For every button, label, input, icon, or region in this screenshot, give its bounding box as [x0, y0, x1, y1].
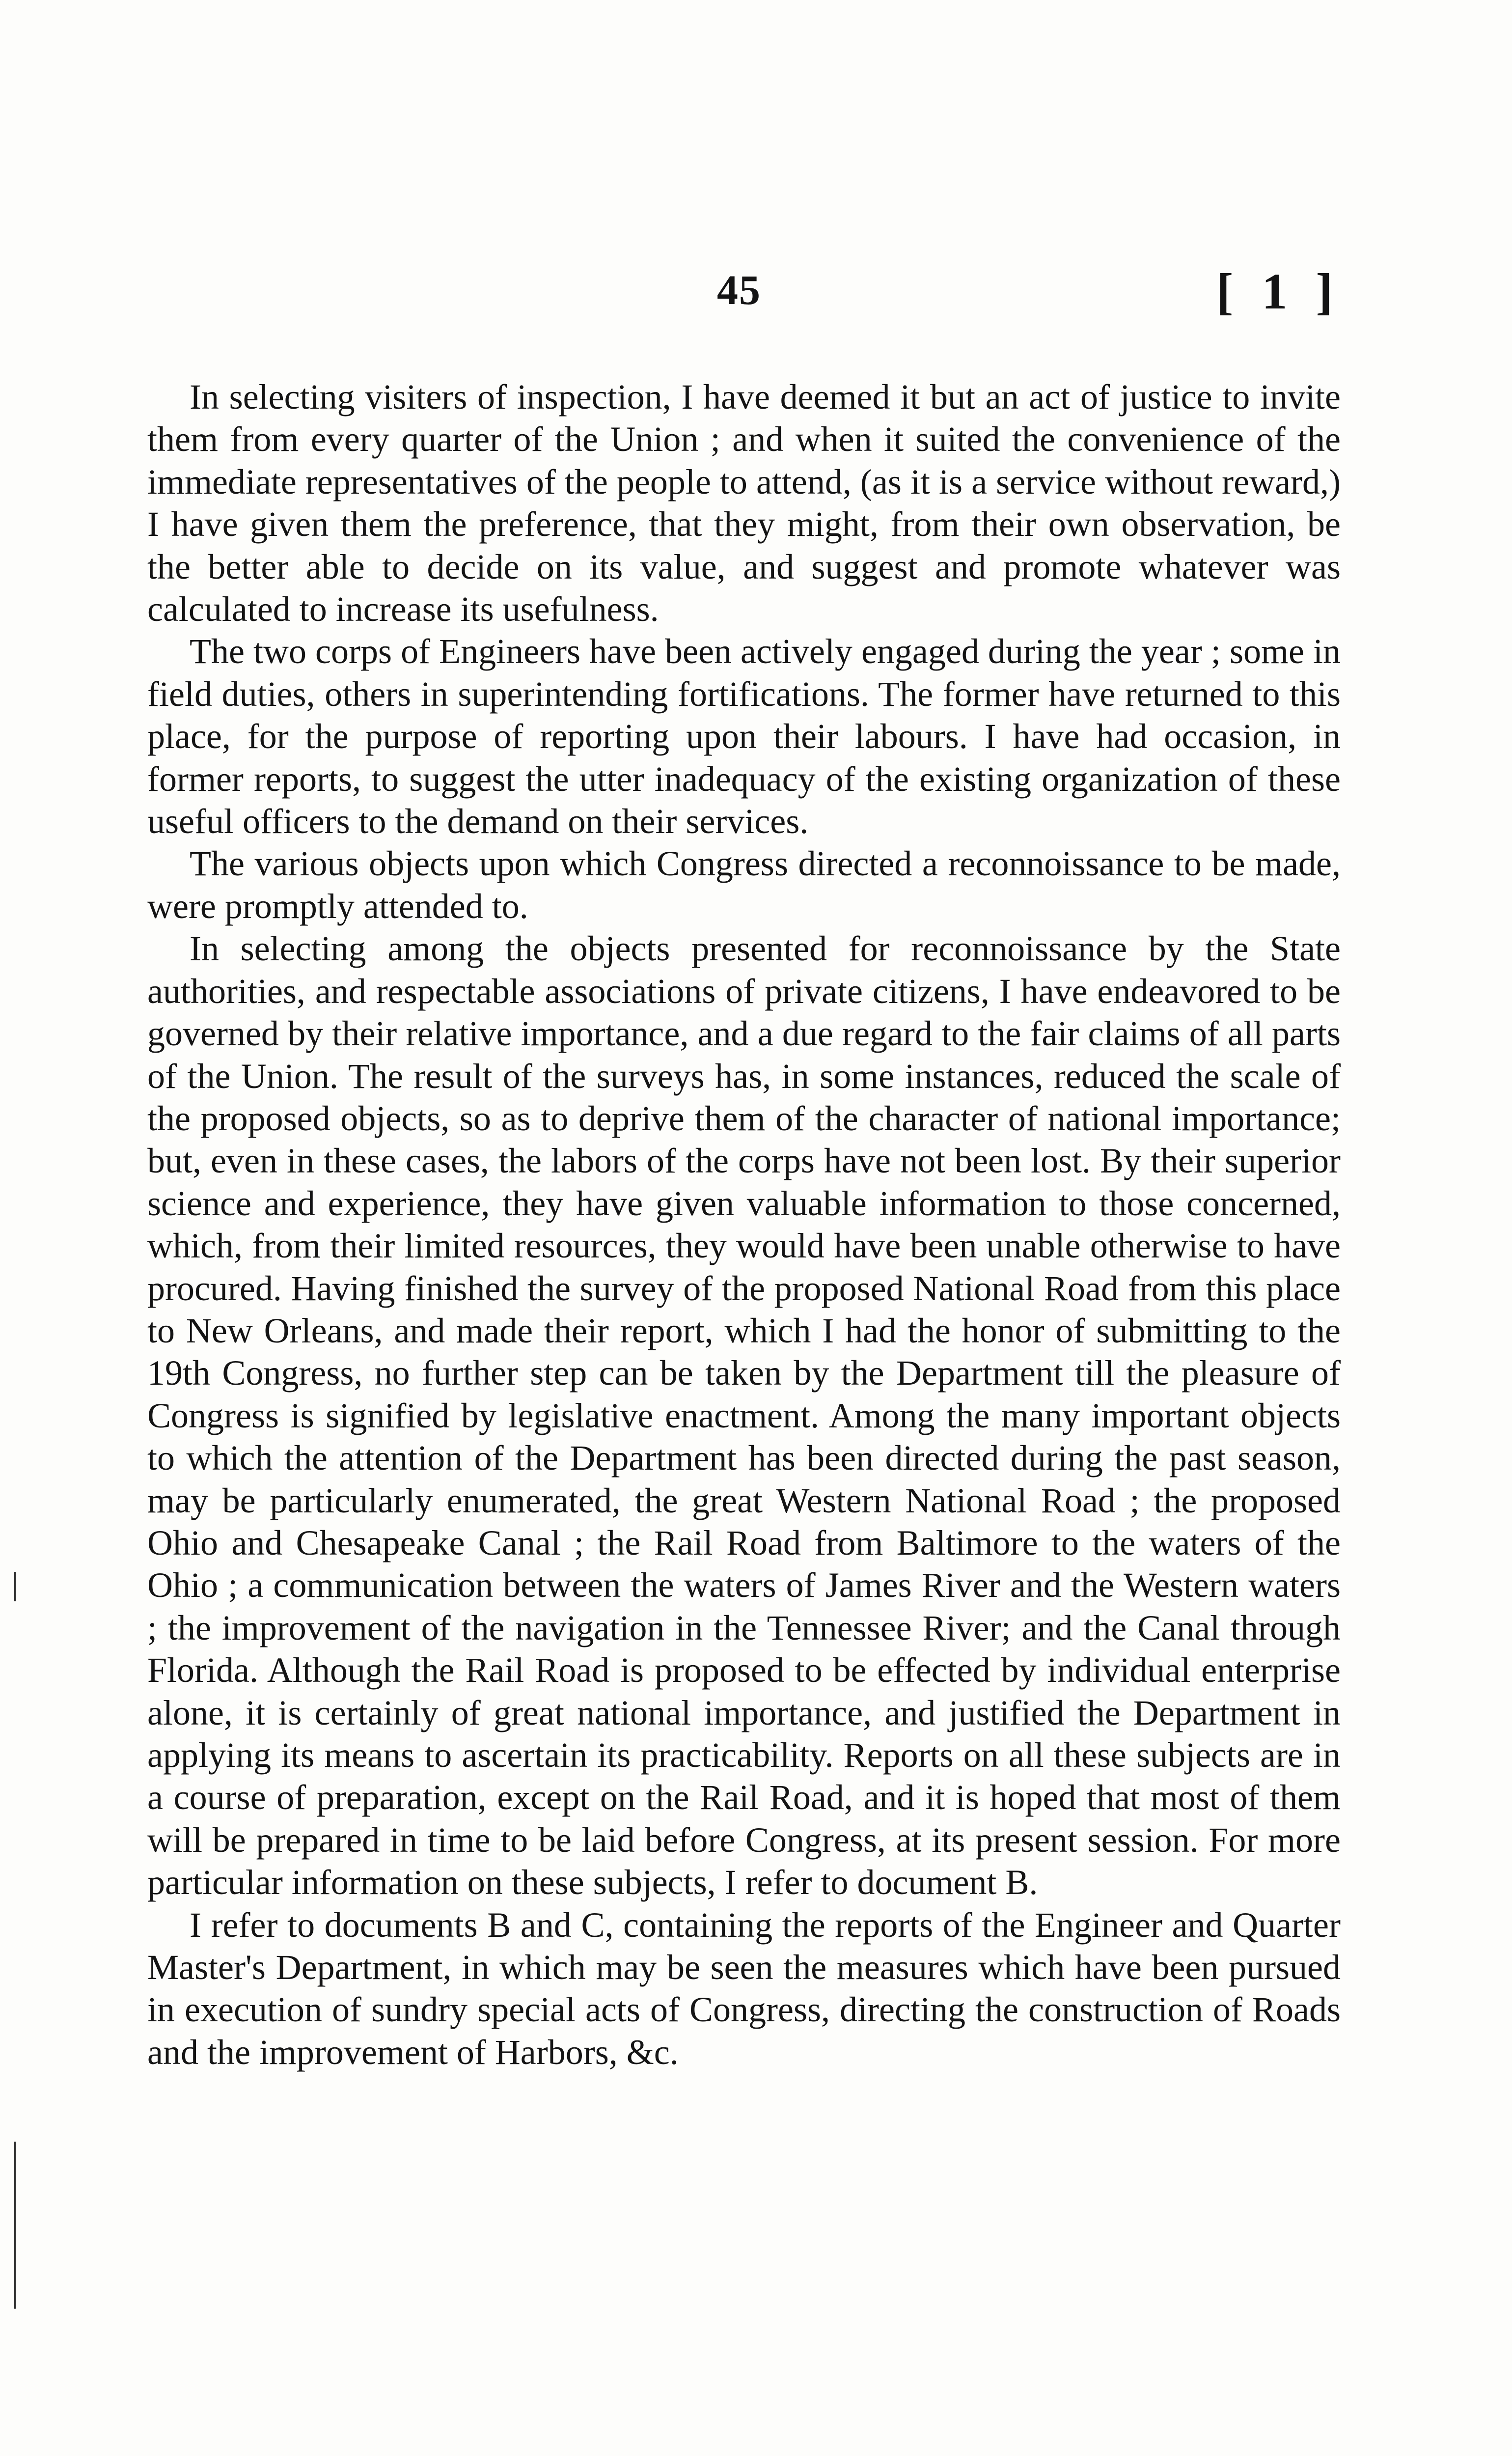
- paragraph: I refer to documents B and C, containing the reports of the Engineer and Quarter Master's Department, in which may be seen the measures which have been pursued in execution of sundry special acts of Congress, directing the construction of Roads and the improvement of Harbors, &c.: [147, 1905, 1341, 2072]
- paragraph: In selecting among the objects presented for reconnoissance by the State authorities, and respectable associations of private citizens, I have endeavored to be governed by their relative importance, and a due regard to the fair claims of all parts of the Union. The result of the surveys has, in some instances, reduced the scale of the proposed objects, so as to deprive them of the character of national importance; but, even in these cases, the labors of the corps have not been lost. By their superior science and experience, they have given valuable information to those concerned, which, from their limited resources, they would have been unable otherwise to have procured. Having finished the survey of the proposed National Road from this place to New Orleans, and made their report, which I had the honor of submitting to the 19th Congress, no further step can be taken by the Department till the pleasure of Congress is signified by legislative enactment. Among the many important objects to which the attention of the Department has been directed during the past season, may be particularly enumerated, the great Western National Road ; the proposed Ohio and Chesapeake Canal ; the Rail Road from Baltimore to the waters of the Ohio ; a communication between the waters of James River and the Western waters ; the improvement of the navigation in the Tennessee River; and the Canal through Florida. Although the Rail Road is proposed to be effected by individual enterprise alone, it is certainly of great national importance, and justified the Department in applying its means to ascertain its practicability. Reports on all these subjects are in a course of preparation, except on the Rail Road, and it is hoped that most of them will be prepared in time to be laid before Congress, at its present session. For more particular information on these subjects, I refer to document B.: [147, 929, 1341, 1902]
- body-text: [147, 376, 1341, 2073]
- binding-edge-mark: [14, 2142, 16, 2309]
- page-header: [187, 265, 1341, 344]
- paragraph: In selecting visiters of inspection, I have deemed it but an act of justice to invite them from every quarter of the Union ; and when it suited the convenience of the immediate representatives of the people to attend, (as it is a service without reward,) I have given them the preference, that they might, from their own observation, be the better able to decide on its value, and suggest and promote whatever was calculated to increase its usefulness.: [147, 377, 1341, 629]
- paragraph: The two corps of Engineers have been actively engaged during the year ; some in field duties, others in superintending fortifications. The former have returned to this place, for the purpose of reporting upon their labours. I have had occasion, in former reports, to suggest the utter inadequacy of the existing organization of these useful officers to the demand on their services.: [147, 632, 1341, 841]
- page-number: 45: [717, 266, 761, 313]
- binding-edge-mark: [14, 1572, 16, 1601]
- paragraph: The various objects upon which Congress directed a reconnoissance to be made, were promptly attended to.: [147, 844, 1341, 926]
- document-mark: [ 1 ]: [1216, 263, 1341, 320]
